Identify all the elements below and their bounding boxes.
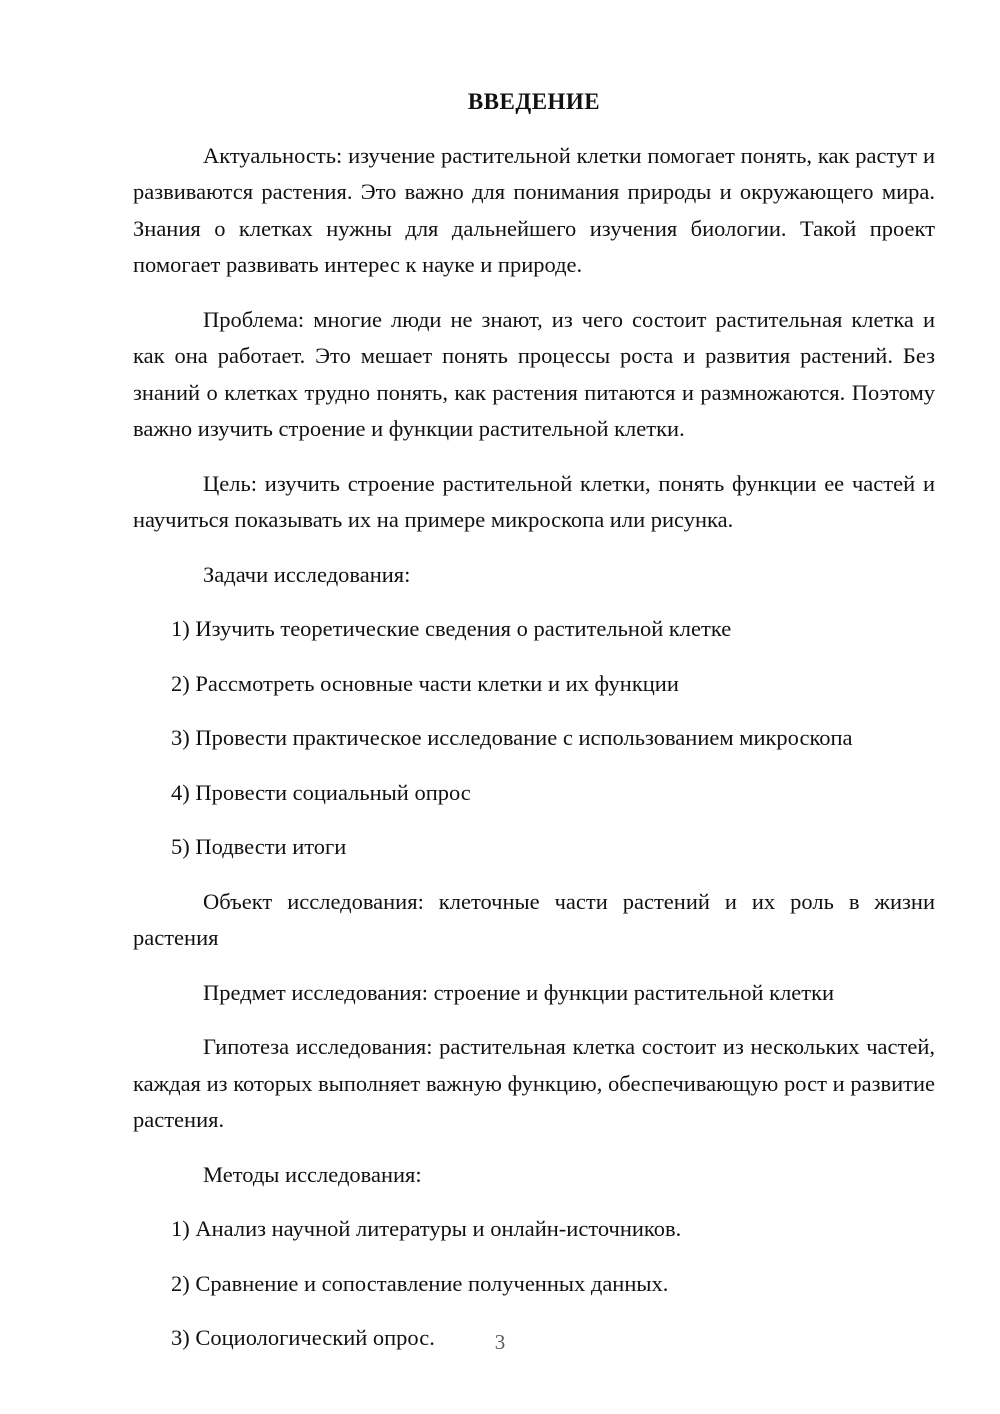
list-item: 4) Провести социальный опрос (171, 779, 471, 805)
document-body (133, 88, 935, 1375)
paragraph-object: Объект исследования: клеточные части растений и их роль в жизни растения (133, 888, 935, 951)
tasks-heading: Задачи исследования: (203, 561, 411, 587)
paragraph-problem: Проблема: многие люди не знают, из чего состоит растительная клетка и как она работает. Это мешает понять процессы роста и развития растений. Без знаний о клетках трудно понять, как растения питаются и размножаются. Поэтому важно изучить строение и функции растительной клетки. (133, 306, 935, 442)
list-item: 1) Анализ научной литературы и онлайн-источников. (171, 1216, 682, 1242)
paragraph-relevance: Актуальность: изучение растительной клетки помогает понять, как растут и развиваются растения. Это важно для понимания природы и окружающего мира. Знания о клетках нужны для дальнейшего изучения биологии. Такой проект помогает развивать интерес к науке и природе. (133, 142, 935, 278)
list-item: 5) Подвести итоги (171, 834, 347, 860)
page-number: 3 (494, 1330, 506, 1354)
list-item: 3) Социологический опрос. (171, 1325, 435, 1351)
page-title: ВВЕДЕНИЕ (467, 89, 601, 114)
list-item: 2) Рассмотреть основные части клетки и их функции (171, 670, 679, 696)
list-item: 1) Изучить теоретические сведения о растительной клетке (171, 616, 732, 642)
paragraph-goal: Цель: изучить строение растительной клетки, понять функции ее частей и научиться показывать их на примере микроскопа или рисунка. (133, 470, 935, 533)
paragraph-hypothesis: Гипотеза исследования: растительная клетка состоит из нескольких частей, каждая из которых выполняет важную функцию, обеспечивающую рост и развитие растения. (133, 1034, 935, 1133)
paragraph-subject: Предмет исследования: строение и функции растительной клетки (203, 979, 835, 1005)
list-item: 3) Провести практическое исследование с использованием микроскопа (171, 725, 853, 751)
list-item: 2) Сравнение и сопоставление полученных данных. (171, 1270, 669, 1296)
methods-heading: Методы исследования: (203, 1161, 422, 1187)
